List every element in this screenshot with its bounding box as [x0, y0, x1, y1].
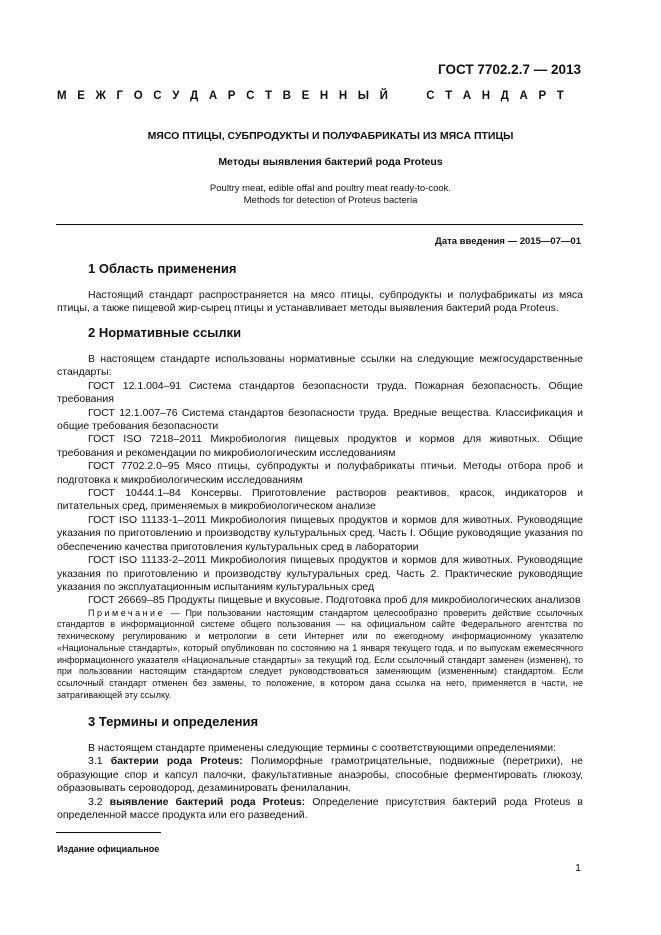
ref-item: ГОСТ 26669–85 Продукты пищевые и вкусовые. Подготовка проб для микробиологических анализов [88, 594, 581, 607]
ref-item: ГОСТ ISO 11133-1–2011 Микробиология пищевых продуктов и кормов для животных. Руководящие указания по приготовлению и производству культуральных сред. Часть I. Общие руководящие указания по обеспечению качества приготовления культуральных сред в лаборатории [57, 513, 583, 553]
ref-item: ГОСТ ISO 11133-2–2011 Микробиология пищевых продуктов и кормов для животных. Руководящие указания по приготовлению и производству культуральных сред. Часть 2. Практические руководящие указания по эксплуатационным испытаниям культуральных сред [57, 554, 583, 593]
section-2-heading: 2 Нормативные ссылки [88, 325, 242, 340]
banner-letter: Н [481, 90, 491, 102]
banner-letter: А [462, 90, 472, 102]
section-3-heading: 3 Термины и определения [88, 714, 259, 729]
term-number: 3.2 [88, 795, 110, 808]
english-title [0, 183, 661, 207]
english-title-line-2: Methods for detection of Proteus bacteria [243, 195, 418, 206]
doc-code: ГОСТ 7702.2.7 — 2013 [438, 62, 581, 77]
banner-letter: В [282, 90, 291, 102]
doc-title: МЯСО ПТИЦЫ, СУБПРОДУКТЫ И ПОЛУФАБРИКАТЫ ИЗ МЯСА ПТИЦЫ [147, 130, 514, 142]
banner-letter: Т [556, 90, 564, 102]
banner-letter: Е [301, 90, 310, 102]
banner-letter: Р [538, 90, 547, 102]
reference-note [57, 608, 583, 702]
section-2-body [57, 353, 583, 701]
banner-letter: У [172, 90, 180, 102]
banner-letter: С [426, 90, 435, 102]
title-divider [56, 224, 583, 225]
banner-letter: М [57, 90, 67, 102]
banner-letter: Т [445, 90, 453, 102]
section-1-body [57, 289, 583, 316]
ref-item: ГОСТ 7702.2.0–95 Мясо птицы, субпродукты и полуфабрикаты птичьи. Методы отбора проб и подготовка к микробиологическим исследованиям [57, 460, 583, 486]
term-item [57, 796, 583, 823]
banner-letter: С [246, 90, 255, 102]
banner-letter: Д [190, 90, 199, 102]
banner-letter: Н [338, 90, 348, 102]
banner-letter: О [133, 90, 143, 102]
banner-letter: Р [227, 90, 236, 102]
term-name: выявление бактерий рода Proteus: [109, 795, 306, 808]
banner-letter: С [153, 90, 162, 102]
banner-letter: Т [265, 90, 273, 102]
page-number: 1 [575, 862, 581, 874]
note-text: — При пользовании настоящим стандартом целесообразно проверить действие ссылочных стандартов в информационной системе общего пользования — на официальном сайте Федерального агентства по техническому регулированию и метрологии в сети Интернет или по ежегодному информационному указателю «Национальные стандарты», который опубликован по состоянию на 1 января текущего года, и по выпускам ежемесячного информационного указателя «Национальные стандарты» за текущий год. Если ссылочный стандарт заменен (изменен), то при пользовании настоящим стандартом следует руководствоваться заменяющим (измененным) стандартом. Если ссылочный стандарт отменен без замены, то положение, в котором дана ссылка на него, применяется в части, не затрагивающей эту ссылку. [57, 607, 583, 700]
banner-letter: Ж [95, 90, 106, 102]
banner-letter: Е [77, 90, 85, 102]
interstate-standard-banner [57, 90, 564, 102]
english-title-line-1: Poultry meat, edible offal and poultry meat ready-to-cook. [209, 183, 452, 194]
banner-letter: Й [379, 90, 388, 102]
term-definition: Определение присутствия бактерий рода Proteus в определенной массе продукта или его разведений. [57, 795, 583, 822]
ref-item: ГОСТ 10444.1–84 Консервы. Приготовление растворов реактивов, красок, индикаторов и питательных сред, применяемых в микробиологическом анализе [57, 487, 583, 513]
banner-letter [399, 90, 402, 102]
term-definition: Полиморфные грамотрицательные, подвижные (перетрихи), не образующие спор и капсул палочки, факультативные анаэробы, способные ферментировать глюкозу, образовывать сероводород, дезаминировать фенилаланин. [57, 755, 583, 795]
section-3-intro: В настоящем стандарте применены следующие термины с соответствующими определениями: [88, 742, 557, 754]
intro-date: Дата введения — 2015—07—01 [435, 236, 581, 247]
banner-letter [412, 90, 415, 102]
section-1-heading: 1 Область применения [88, 261, 237, 276]
edition-label: Издание официальное [57, 844, 160, 854]
banner-letter: Г [116, 90, 124, 102]
banner-letter: Ы [357, 90, 370, 102]
section-3-body [57, 742, 583, 822]
ref-item: ГОСТ 12.1.007–76 Система стандартов безопасности труда. Вредные вещества. Классификация и общие требования безопасности [57, 406, 583, 433]
ref-item: ГОСТ ISO 7218–2011 Микробиология пищевых продуктов и кормов для животных. Общие требования и рекомендации по микробиологическим исследованиям [57, 433, 583, 459]
footer-divider [56, 832, 161, 833]
banner-letter: Д [500, 90, 509, 102]
term-name: бактерии рода Proteus: [110, 755, 243, 768]
section-2-intro: В настоящем стандарте использованы нормативные ссылки на следующие межгосударственные стандарты: [57, 353, 583, 379]
ref-item: ГОСТ 12.1.004–91 Система стандартов безопасности труда. Пожарная безопасность. Общие требования [57, 379, 583, 406]
note-label: Примечание [88, 607, 166, 618]
term-item [57, 755, 583, 795]
banner-letter: Н [319, 90, 329, 102]
section-1-text: Настоящий стандарт распространяется на мясо птицы, субпродукты и полуфабрикаты из мяса птицы, а также пищевой жир-сырец птицы и устанавливает методы выявления бактерий рода Proteus. [57, 289, 583, 315]
banner-letter: А [208, 90, 218, 102]
banner-letter: А [519, 90, 528, 102]
doc-subtitle: Методы выявления бактерий рода Proteus [218, 156, 443, 168]
term-number: 3.1 [88, 755, 111, 768]
